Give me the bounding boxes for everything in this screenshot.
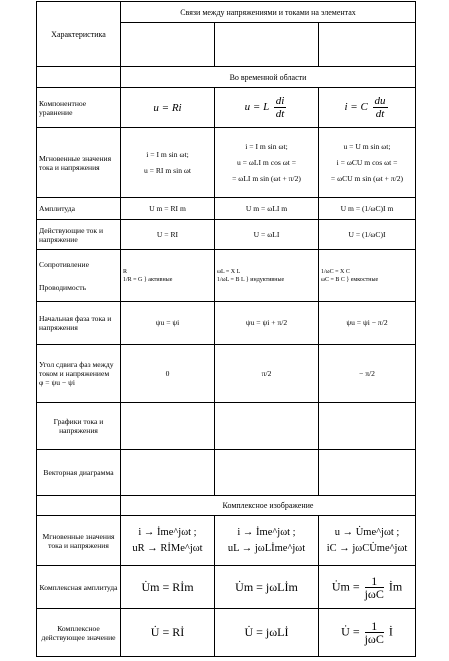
- effective-r: U = RI: [121, 220, 215, 250]
- instant-c: [319, 128, 416, 198]
- amplitude-r: U m = RI m: [121, 198, 215, 220]
- resistance-r: [121, 250, 215, 302]
- vector-c: [319, 450, 416, 496]
- label-graphs: Графики тока и напряжения: [37, 403, 121, 450]
- complex-eff-c-suffix: İ: [388, 624, 393, 639]
- eq-l-den: dt: [275, 108, 285, 120]
- instant-c-line2: i = ωCU m cos ωt =: [336, 157, 398, 167]
- instant-l-line1: i = I m sin ωt;: [245, 141, 288, 151]
- complex-eff-l: U̇ = jωLİ: [215, 609, 319, 657]
- resistance-l: [215, 250, 319, 302]
- header-relations: Связи между напряжениями и токами на элементах: [121, 2, 416, 23]
- resistance-c-tag: емкостные: [350, 276, 379, 283]
- complex-instant-r-line2: uR → RİMe^jωt: [132, 542, 203, 554]
- shift-l: π/2: [215, 345, 319, 403]
- complex-instant-l: [215, 516, 319, 566]
- instant-r: [121, 128, 215, 198]
- complex-amp-c-fraction: [365, 575, 384, 600]
- resistance-c-value: ωC = B C: [321, 276, 345, 283]
- eq-c-num: du: [374, 95, 386, 107]
- complex-amp-c: [319, 566, 416, 609]
- complex-eff-c-fraction: [365, 620, 384, 645]
- phase-l: ψu = ψi + π/2: [215, 302, 319, 345]
- section-complex: Комплексное изображение: [121, 496, 416, 516]
- effective-l: U = ωLI: [215, 220, 319, 250]
- amplitude-c: U m = (1/ωC)I m: [319, 198, 416, 220]
- complex-amp-c-suffix: İm: [388, 578, 403, 593]
- section-empty: [37, 67, 121, 88]
- graphs-c: [319, 403, 416, 450]
- graphs-l: [215, 403, 319, 450]
- complex-instant-c: [319, 516, 416, 566]
- complex-eff-c-num: 1: [365, 620, 384, 633]
- label-effective: Действующие ток и напряжение: [37, 220, 121, 250]
- header-empty-c: [319, 23, 416, 67]
- resistance-l-tag: индуктивные: [250, 276, 285, 283]
- shift-r: 0: [121, 345, 215, 403]
- complex-instant-r: [121, 516, 215, 566]
- complex-amp-l: U̇m = jωLİm: [215, 566, 319, 609]
- label-complex-amp: Комплексная амплитуда: [37, 566, 121, 609]
- eq-l: [215, 88, 319, 128]
- resistance-c: [319, 250, 416, 302]
- label-phase: Начальная фаза тока и напряжения: [37, 302, 121, 345]
- eq-l-prefix: u = L: [244, 101, 270, 114]
- label-instant: Мгновенные значения тока и напряжения: [37, 128, 121, 198]
- resistance-r-tag: активные: [148, 276, 173, 283]
- resistance-c-line2: ωC = B C } емкостные: [321, 276, 379, 283]
- resistance-l-line1: ωL = X L: [217, 268, 241, 275]
- instant-l-line2: u = ωLI m cos ωt =: [236, 157, 297, 167]
- eq-r: u = Ri: [121, 88, 215, 128]
- resistance-r-value: 1/R = G: [123, 276, 143, 283]
- label-amplitude: Амплитуда: [37, 198, 121, 220]
- phase-c: ψu = ψi − π/2: [319, 302, 416, 345]
- complex-eff-c-prefix: U̇ =: [341, 624, 360, 639]
- complex-eff-r: U̇ = Rİ: [121, 609, 215, 657]
- complex-instant-l-line2: uL → jωLİme^jωt: [227, 542, 306, 554]
- label-complex-eff: Комплексное действующее значение: [37, 609, 121, 657]
- label-shift-line1: Угол сдвига фаз между током и напряжением: [39, 360, 114, 378]
- complex-eff-c: [319, 609, 416, 657]
- resistance-r-line1: R: [123, 268, 128, 275]
- header-empty-r: [121, 23, 215, 67]
- complex-amp-r: U̇m = Rİm: [121, 566, 215, 609]
- complex-instant-c-line1: u → U̇me^jωt ;: [334, 526, 400, 538]
- effective-c: U = (1/ωC)I: [319, 220, 416, 250]
- label-shift-line2: φ = ψu − ψi: [39, 378, 75, 387]
- instant-l-line3: = ωLI m sin (ωt + π/2): [232, 173, 301, 183]
- complex-amp-c-prefix: U̇m =: [331, 578, 360, 593]
- resistance-l-value: 1/ωL = B L: [217, 276, 245, 283]
- complex-instant-c-line2: iC → jωCU̇me^jωt: [326, 542, 408, 554]
- label-component-eq: Компонентное уравнение: [37, 88, 121, 128]
- instant-l: [215, 128, 319, 198]
- section-time-domain: Во временной области: [121, 67, 416, 88]
- phase-r: ψu = ψi: [121, 302, 215, 345]
- complex-amp-c-den: jωC: [364, 586, 384, 601]
- resistance-r-line2: 1/R = G } активные: [123, 276, 173, 283]
- eq-c-prefix: i = C: [344, 101, 368, 114]
- resistance-l-line2: 1/ωL = B L } индуктивные: [217, 276, 285, 283]
- eq-c-fraction: [373, 95, 388, 120]
- header-characteristic: Характеристика: [37, 2, 121, 67]
- complex-instant-r-line1: i → İme^jωt ;: [138, 526, 197, 538]
- complex-amp-c-num: 1: [365, 575, 384, 588]
- eq-c: [319, 88, 416, 128]
- eq-l-num: di: [275, 95, 285, 107]
- instant-r-line2: u = RI m sin ωt: [143, 165, 192, 175]
- amplitude-l: U m = ωLI m: [215, 198, 319, 220]
- section-complex-empty: [37, 496, 121, 516]
- label-resistance-line2: Проводимость: [39, 282, 87, 292]
- eq-c-den: dt: [375, 108, 385, 120]
- graphs-r: [121, 403, 215, 450]
- complex-instant-l-line1: i → İme^jωt ;: [237, 526, 296, 538]
- label-resistance-line1: Сопротивление: [39, 259, 89, 269]
- eq-l-fraction: [274, 95, 287, 120]
- relations-table: [36, 1, 416, 657]
- vector-l: [215, 450, 319, 496]
- instant-c-line1: u = U m sin ωt;: [343, 141, 391, 151]
- instant-r-line1: i = I m sin ωt;: [146, 149, 189, 159]
- instant-c-line3: = ωCU m sin (ωt + π/2): [330, 173, 404, 183]
- label-shift: [37, 345, 121, 403]
- label-resistance: [37, 250, 121, 302]
- label-complex-instant: Мгновенные значения тока и напряжения: [37, 516, 121, 566]
- label-vector: Векторная диаграмма: [37, 450, 121, 496]
- vector-r: [121, 450, 215, 496]
- resistance-c-line1: 1/ωC = X C: [321, 268, 350, 275]
- complex-eff-c-den: jωC: [364, 632, 384, 646]
- header-empty-l: [215, 23, 319, 67]
- shift-c: − π/2: [319, 345, 416, 403]
